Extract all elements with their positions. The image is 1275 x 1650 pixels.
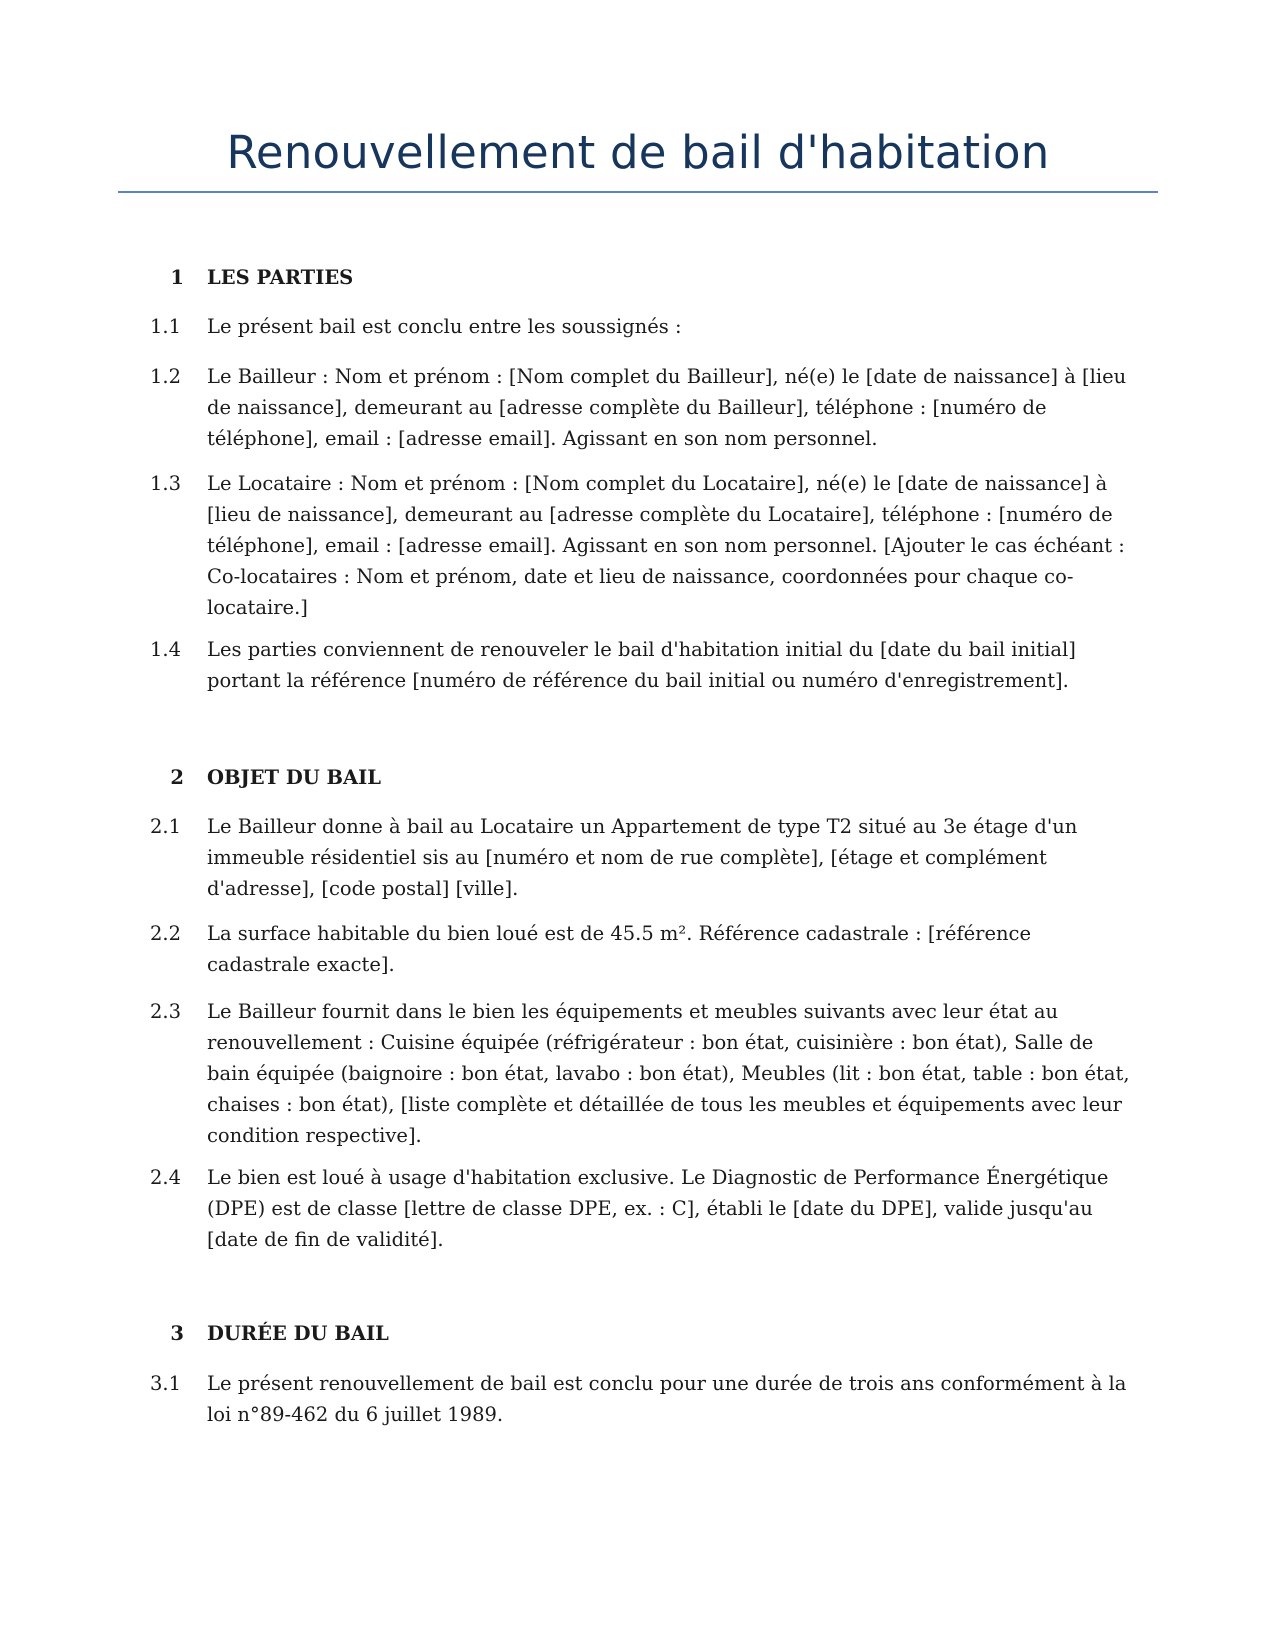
section-title: LES PARTIES [207,266,354,289]
clause-text: Le présent bail est conclu entre les soussignés : [207,315,682,338]
section-number: 2 [170,766,184,789]
title-underline [118,191,1158,193]
clause-number: 1.2 [150,365,182,388]
document-title: Renouvellement de bail d'habitation [226,126,1050,179]
section-title: OBJET DU BAIL [207,766,382,789]
clause-number: 1.4 [150,638,182,661]
clause-text: Le Bailleur : Nom et prénom : [Nom complet du Bailleur], né(e) le [date de naissance] à [lieu de naissance], demeurant au [adresse complète du Bailleur], téléphone : [numéro de téléphone], email : [adresse email]. Agissant en son nom personnel. [207,365,1127,450]
clause-text: Le Bailleur fournit dans le bien les équipements et meubles suivants avec leur état au renouvellement : Cuisine équipée (réfrigérateur : bon état, cuisinière : bon état), Salle de bain équipée (baignoire : bon état, lavabo : bon état), Meubles (lit : bon état, table : bon état, chaises : bon état), [liste complète et détaillée de tous les meubles et équipements avec leur condition respective]. [207,1000,1130,1147]
section-title: DURÉE DU BAIL [207,1322,389,1345]
clause-number: 1.1 [150,315,182,338]
clause-number: 2.3 [150,1000,182,1023]
clause-number: 2.1 [150,815,182,838]
clause-text: La surface habitable du bien loué est de 45.5 m². Référence cadastrale : [référence cadastrale exacte]. [207,922,1031,976]
clause-number: 2.2 [150,922,182,945]
clause-text: Les parties conviennent de renouveler le bail d'habitation initial du [date du bail initial] portant la référence [numéro de référence du bail initial ou numéro d'enregistrement]. [207,638,1076,692]
clause-text: Le Bailleur donne à bail au Locataire un Appartement de type T2 situé au 3e étage d'un immeuble résidentiel sis au [numéro et nom de rue complète], [étage et complément d'adresse], [code postal] [ville]. [207,815,1078,900]
clause-number: 3.1 [150,1372,182,1395]
clause-text: Le bien est loué à usage d'habitation exclusive. Le Diagnostic de Performance Énergétique (DPE) est de classe [lettre de classe DPE, ex. : C], établi le [date du DPE], valide jusqu'au [date de fin de validité]. [207,1166,1109,1251]
clause-text: Le présent renouvellement de bail est conclu pour une durée de trois ans conformément à la loi n°89-462 du 6 juillet 1989. [207,1372,1127,1426]
section-number: 3 [170,1322,184,1345]
clause-number: 2.4 [150,1166,182,1189]
section-number: 1 [170,266,184,289]
clause-number: 1.3 [150,472,182,495]
clause-text: Le Locataire : Nom et prénom : [Nom complet du Locataire], né(e) le [date de naissance] à [lieu de naissance], demeurant au [adresse complète du Locataire], téléphone : [numéro de téléphone], email : [adresse email]. Agissant en son nom personnel. [Ajouter le cas échéant : Co-locataires : Nom et prénom, date et lieu de naissance, coordonnées pour chaque co-locataire.] [207,472,1125,619]
